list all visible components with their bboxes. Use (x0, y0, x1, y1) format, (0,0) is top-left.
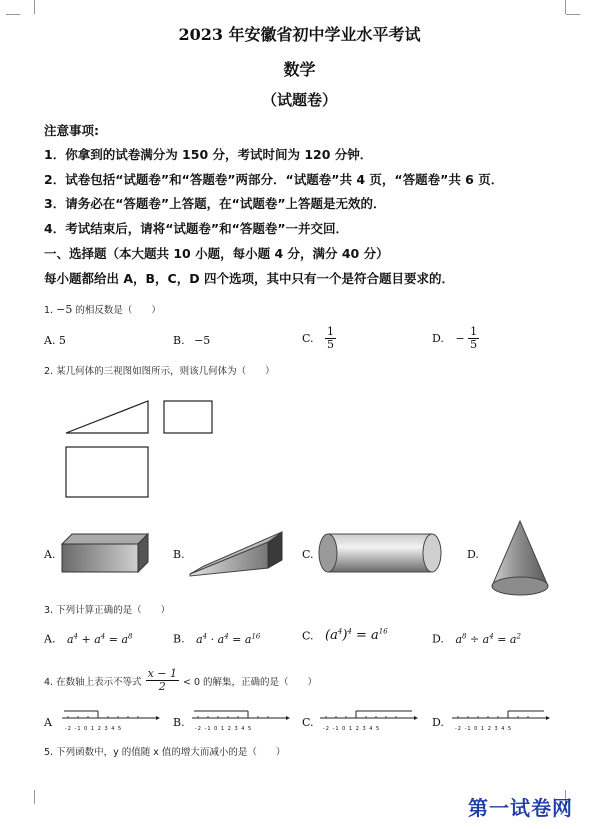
crop-mark-top-left (20, 0, 35, 14)
question-3: 3. 下列计算正确的是（ ） (44, 605, 171, 616)
front-view-triangle (66, 401, 148, 433)
crop-mark-bottom-left (20, 790, 35, 804)
q1-option-b-value: −5 (194, 334, 211, 347)
q3-option-a-label: A. (44, 632, 56, 646)
q1-option-b-label: B. (173, 334, 185, 347)
q2-option-c-label[interactable]: C. (302, 548, 314, 561)
q2-option-d-cone-image[interactable] (488, 518, 552, 598)
q4-fraction-numerator: x − 1 (147, 667, 178, 680)
q1-option-c[interactable] (302, 326, 336, 351)
q4-option-d-label[interactable]: D. (432, 716, 444, 729)
q3-option-c[interactable]: C. $(a^4)^4 = a^{16}$ (302, 628, 388, 644)
q3-option-d-label: D. (432, 632, 444, 646)
q4-text-pre: 4. 在数轴上表示不等式 (44, 676, 142, 688)
exam-paper-type: （试题卷） (261, 91, 337, 109)
q3-option-a[interactable]: A. $a^4 + a^4 = a^8$ (44, 632, 133, 646)
q2-option-b-wedge-image[interactable] (186, 528, 286, 578)
q3-option-c-label: C. (302, 629, 314, 643)
side-view-rectangle (164, 401, 212, 433)
q4-option-a-number-line[interactable] (60, 708, 160, 726)
q4-option-a-label[interactable]: A (44, 716, 52, 729)
q2-option-b-label[interactable]: B. (173, 548, 185, 561)
notice-heading: 注意事项: (44, 123, 99, 138)
q2-option-c-cylinder-image[interactable] (316, 530, 444, 576)
question-2: 2. 某几何体的三视图如图所示，则该几何体为（ ） (44, 366, 275, 377)
q4-option-c-number-line[interactable] (318, 708, 418, 726)
footer-site-logo: 第一试卷网 (468, 796, 573, 820)
section-instruction: 每小题都给出 A，B，C，D 四个选项，其中只有一个是符合题目要求的． (44, 271, 454, 286)
notice-item-1: 1．你拿到的试卷满分为 150 分，考试时间为 120 分钟． (44, 147, 373, 162)
q3-option-b[interactable]: B. $a^4 \cdot a^4 = a^{16}$ (173, 632, 261, 646)
notice-item-3: 3．请务必在“答题卷”上答题，在“试题卷”上答题是无效的． (44, 196, 386, 211)
q4-option-b-number-line[interactable] (190, 708, 290, 726)
q1-expression: −5 (56, 303, 73, 316)
q2-option-a-label[interactable]: A. (44, 548, 56, 561)
q1-text: 的相反数是（ ） (75, 305, 161, 316)
notice-item-4: 4．考试结束后，请将“试题卷”和“答题卷”一并交回． (44, 221, 349, 236)
q1-option-c-denominator: 5 (327, 338, 335, 351)
q3-option-d[interactable]: D. $a^8 \div a^4 = a^2$ (432, 632, 521, 646)
q1-option-c-label: C. (302, 332, 314, 345)
exam-subject: 数学 (283, 60, 316, 79)
q4-fraction-denominator: 2 (158, 680, 166, 693)
question-1 (44, 302, 161, 316)
q4-option-c-label[interactable]: C. (302, 716, 314, 729)
q1-option-c-numerator: 1 (327, 325, 335, 338)
q4-option-d-ticks: -2 -1 0 1 2 3 4 5 (455, 726, 513, 732)
q1-option-a[interactable]: A. 5 (44, 334, 66, 347)
q1-option-b[interactable] (173, 334, 210, 347)
q4-text-post: < 0 的解集，正确的是（ ） (183, 676, 318, 688)
q1-option-d-numerator: 1 (470, 325, 478, 338)
crop-mark-top-right (565, 0, 580, 14)
q4-option-d-number-line[interactable] (450, 708, 550, 726)
top-view-rectangle (66, 447, 148, 497)
q4-option-b-label[interactable]: B. (173, 716, 185, 729)
q1-option-d-label: D. (432, 332, 444, 345)
q1-number: 1. (44, 305, 54, 316)
three-view-diagram (60, 395, 220, 505)
q2-option-a-prism-image[interactable] (58, 530, 154, 576)
section-heading: 一、选择题（本大题共 10 小题，每小题 4 分，满分 40 分） (44, 246, 389, 261)
q4-option-c-ticks: -2 -1 0 1 2 3 4 5 (323, 726, 381, 732)
q4-option-b-ticks: -2 -1 0 1 2 3 4 5 (195, 726, 253, 732)
q3-option-b-label: B. (173, 632, 185, 646)
question-5: 5. 下列函数中，y 的值随 x 值的增大而减小的是（ ） (44, 747, 286, 758)
exam-title: 2023 年安徽省初中学业水平考试 (178, 25, 421, 44)
q2-option-d-label[interactable]: D. (467, 548, 479, 561)
q1-option-d-denominator: 5 (470, 338, 478, 351)
q1-option-d-sign: − (455, 332, 465, 345)
question-4 (44, 668, 317, 693)
notice-item-2: 2．试卷包括“试题卷”和“答题卷”两部分．“试题卷”共 4 页，“答题卷”共 6 页． (44, 172, 504, 187)
q4-option-a-ticks: -2 -1 0 1 2 3 4 5 (65, 726, 123, 732)
q1-option-d[interactable] (432, 326, 479, 351)
